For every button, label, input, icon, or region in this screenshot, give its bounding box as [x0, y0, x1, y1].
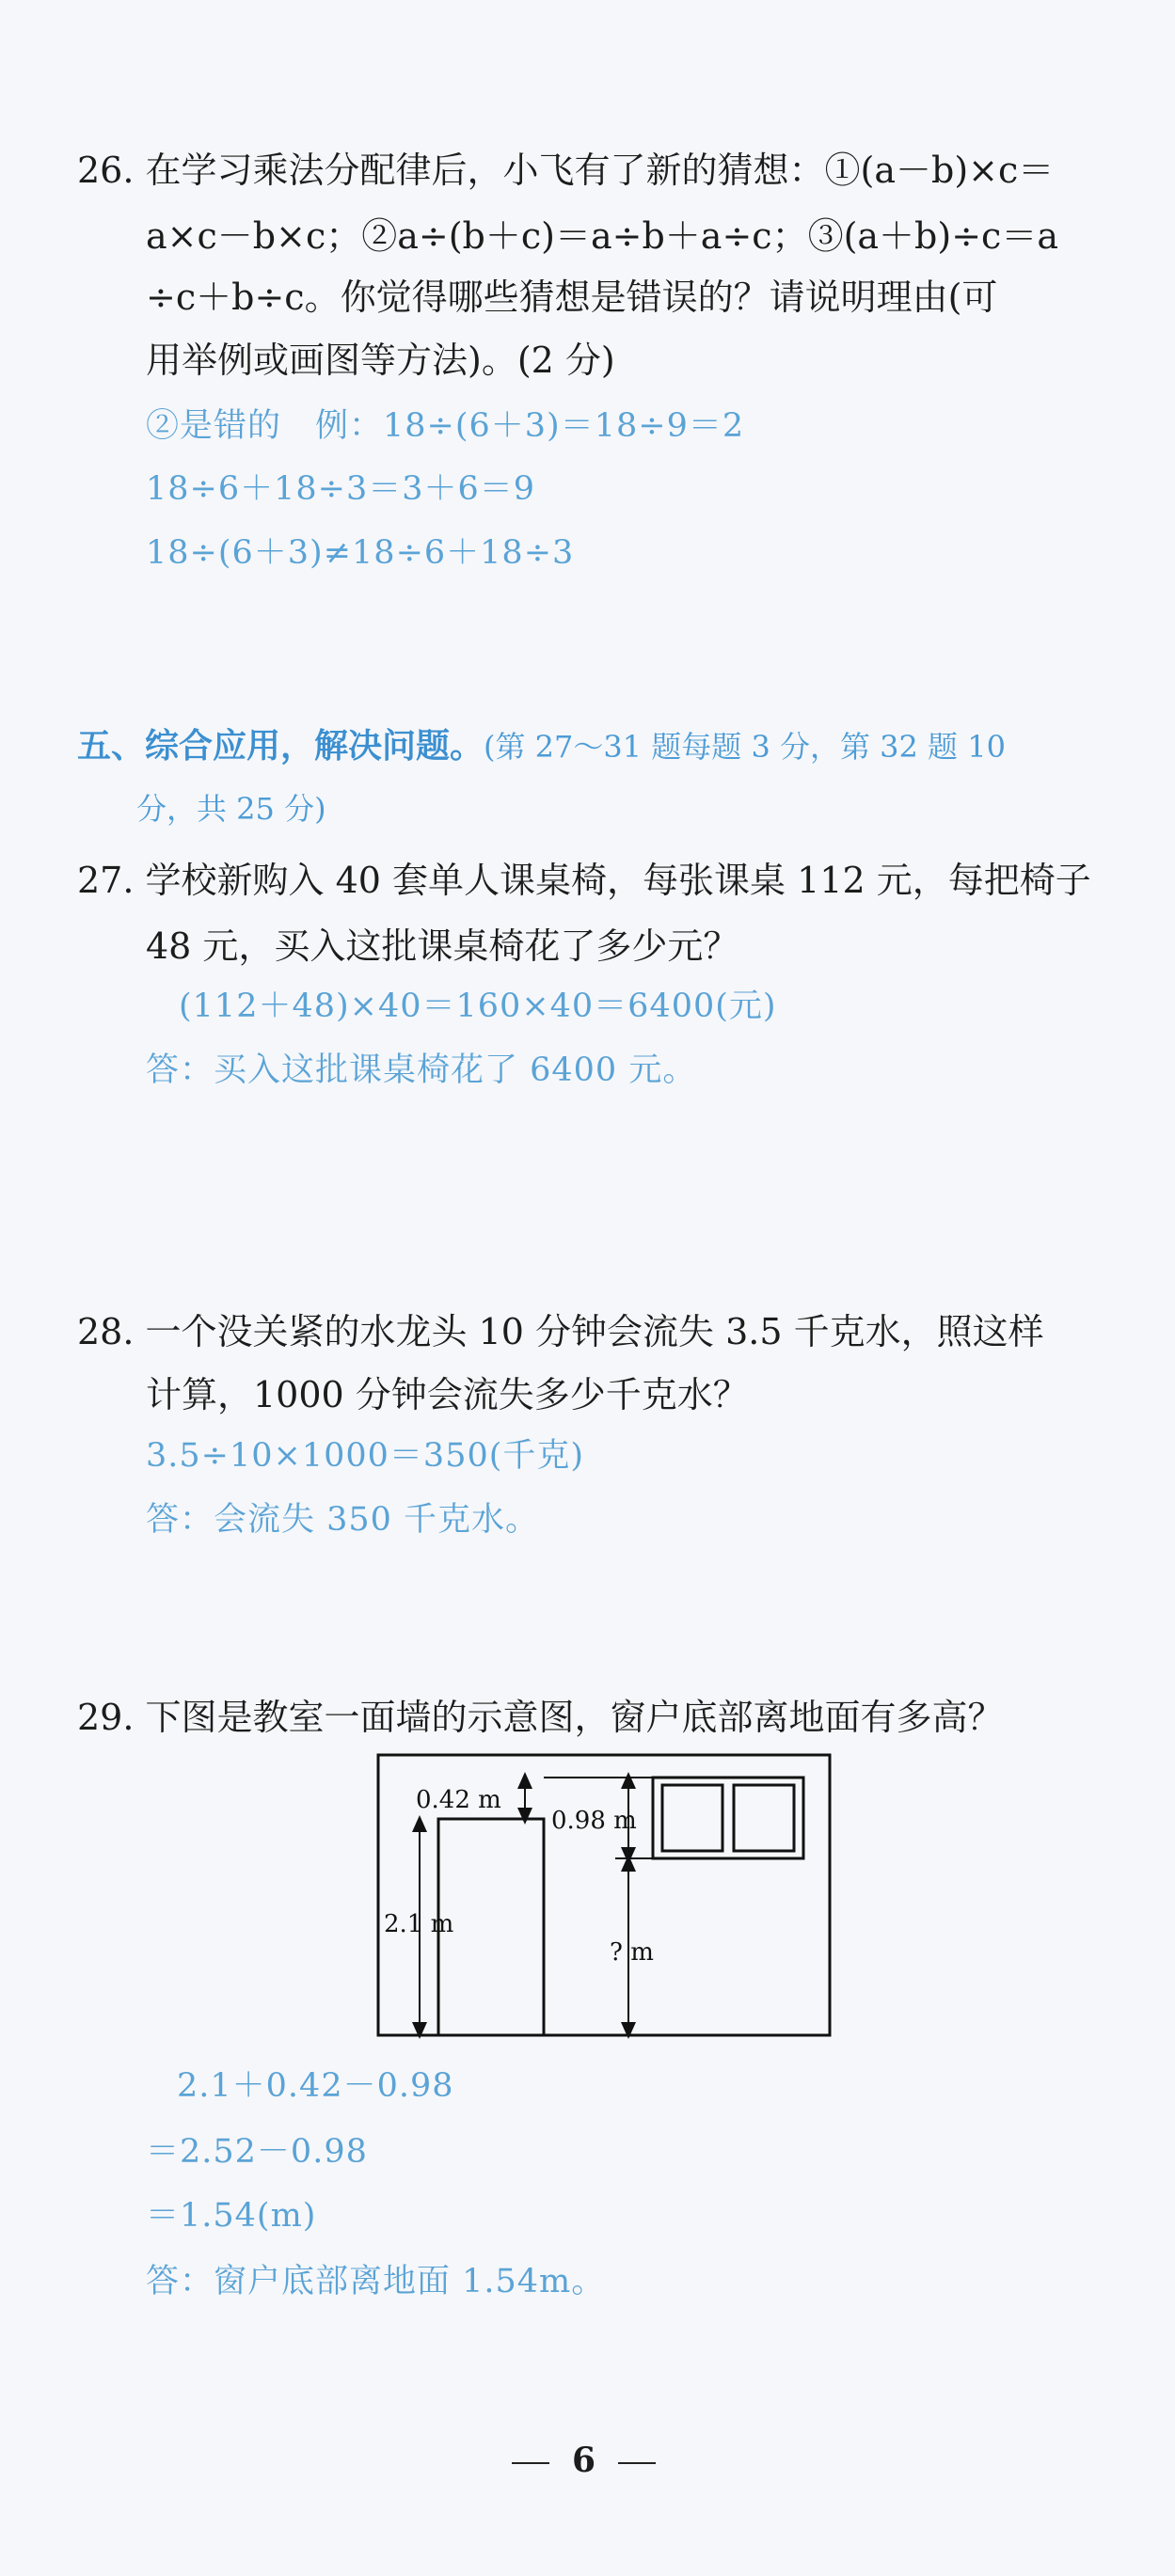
- page-number: 6: [572, 2441, 596, 2480]
- q28-line2: 计算，1000 分钟会流失多少千克水？: [146, 1374, 749, 1415]
- q28-answer-line1: 3.5÷10×1000＝350(千克): [146, 1437, 585, 1475]
- section5-heading: [77, 719, 1006, 767]
- q29-answer-line3: ＝1.54(m): [146, 2197, 317, 2235]
- q29-answer-line4: 答：窗户底部离地面 1.54m。: [146, 2263, 606, 2300]
- q28-answer-line2: 答：会流失 350 千克水。: [146, 1501, 540, 1539]
- q27-answer-line2: 答：买入这批课桌椅花了 6400 元。: [146, 1051, 697, 1089]
- q27-answer-line1: (112＋48)×40＝160×40＝6400(元): [179, 988, 777, 1025]
- q26-answer-line3: 18÷(6＋3)≠18÷6＋18÷3: [146, 534, 575, 572]
- q29-line1: 29. 下图是教室一面墙的示意图，窗户底部离地面有多高？: [77, 1697, 1004, 1738]
- q28-line1: 28. 一个没关紧的水龙头 10 分钟会流失 3.5 千克水，照这样: [77, 1311, 1044, 1352]
- label-0.42: 0.42 m: [416, 1786, 501, 1814]
- q26-answer-line2: 18÷6＋18÷3＝3＋6＝9: [146, 470, 536, 508]
- door: [438, 1819, 544, 2035]
- q27-line2: 48 元，买入这批课桌椅花了多少元？: [146, 925, 739, 967]
- q26-line1: 26. 在学习乘法分配律后，小飞有了新的猜想：①(a－b)×c＝: [77, 150, 1055, 191]
- q26-line2: a×c－b×c；②a÷(b＋c)＝a÷b＋a÷c；③(a＋b)÷c＝a: [146, 215, 1058, 257]
- label-unknown: ? m: [610, 1938, 654, 1967]
- window: [653, 1778, 803, 1858]
- wall-diagram: [374, 1751, 835, 2043]
- q26-answer-line1: ②是错的 例：18÷(6＋3)＝18÷9＝2: [146, 407, 745, 445]
- label-0.98: 0.98 m: [551, 1807, 637, 1835]
- footer-dash-right: [618, 2462, 656, 2464]
- q26-line3: ÷c＋b÷c。你觉得哪些猜想是错误的？请说明理由(可: [146, 277, 998, 318]
- section5-note-line2: 分，共 25 分): [136, 791, 326, 827]
- page-footer: [489, 2441, 678, 2480]
- label-2.1: 2.1 m: [384, 1910, 454, 1938]
- q26-line4: 用举例或画图等方法)。(2 分): [146, 340, 615, 381]
- q29-answer-line2: ＝2.52－0.98: [146, 2133, 368, 2171]
- section5-note-line1: (第 27～31 题每题 3 分，第 32 题 10: [484, 729, 1006, 765]
- footer-dash-left: [512, 2462, 549, 2464]
- q29-answer-line1: 2.1＋0.42－0.98: [177, 2067, 454, 2105]
- q27-line1: 27. 学校新购入 40 套单人课桌椅，每张课桌 112 元，每把椅子: [77, 860, 1091, 901]
- section5-title: 五、综合应用，解决问题。: [77, 726, 484, 766]
